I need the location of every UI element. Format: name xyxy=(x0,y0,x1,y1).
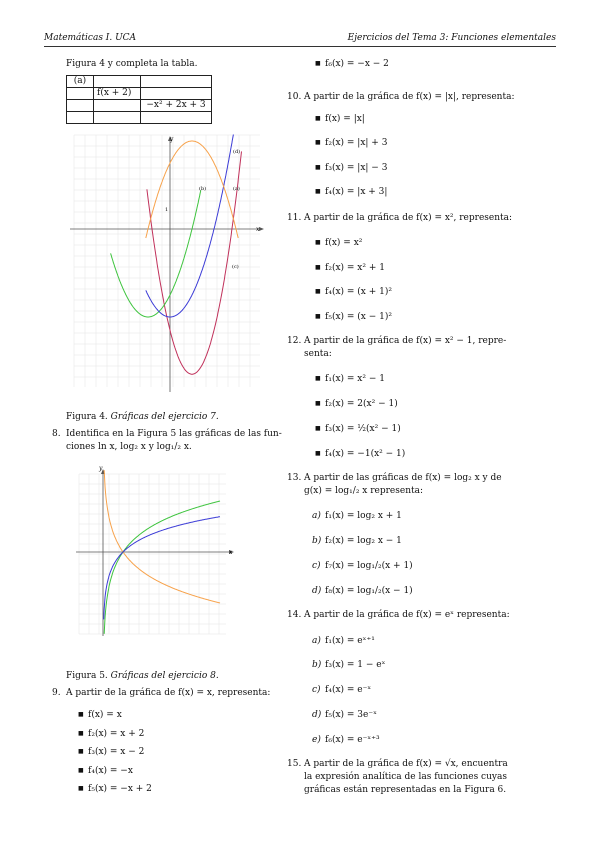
caption-prefix: Figura 4. xyxy=(66,412,108,422)
table-row xyxy=(67,76,212,88)
exercise-11-intro: A partir de la gráfica de f(x) = x², representa: xyxy=(304,213,513,223)
list-item: f₁(x) = eˣ⁺¹ xyxy=(325,636,375,646)
y-axis-label: y xyxy=(170,136,174,143)
list-item: ■ f(x) = x² xyxy=(325,237,362,249)
exercise-10-number: 10. xyxy=(287,92,302,102)
figure-5-grid xyxy=(79,474,226,634)
item-marker: c) xyxy=(312,561,321,571)
curve-log-half xyxy=(104,470,220,603)
table-row xyxy=(67,88,212,100)
list-item: f₆(x) = e⁻ˣ⁺³ xyxy=(325,735,380,745)
table-cell: f(x + 2) xyxy=(94,88,141,100)
item-marker: b) xyxy=(312,660,322,670)
list-item: ■ f₂(x) = |x| + 3 xyxy=(325,137,387,149)
exercise-8-line2: ciones ln x, log₂ x y log₁/₂ x. xyxy=(66,442,192,452)
list-item: ■ f₄(x) = −1(x² − 1) xyxy=(325,448,405,460)
list-item: ■ f₂(x) = x² + 1 xyxy=(325,262,385,274)
y-axis-label: y xyxy=(99,465,103,472)
exercise-9-intro: A partir de la gráfica de f(x) = x, representa: xyxy=(66,688,271,698)
list-item: ■ f₃(x) = x − 2 xyxy=(88,746,144,758)
caption-text: Gráficas del ejercicio 7. xyxy=(110,412,219,422)
list-item: ■ f₄(x) = (x + 1)² xyxy=(325,286,392,298)
table-row xyxy=(67,100,212,112)
list-item: f₁(x) = log₂ x + 1 xyxy=(325,511,402,521)
exercise-12-intro1: A partir de la gráfica de f(x) = x² − 1, repre- xyxy=(304,336,507,346)
list-item: ■ f₄(x) = −x xyxy=(88,765,133,777)
values-table xyxy=(66,75,212,124)
exercise-15-line1: A partir de la gráfica de f(x) = √x, encuentra xyxy=(304,759,508,769)
x-axis-label: x xyxy=(229,549,233,556)
header-rule xyxy=(44,46,556,47)
table-cell xyxy=(141,76,212,88)
figure-4-caption xyxy=(66,411,219,423)
table-row xyxy=(67,112,212,124)
item-marker: e) xyxy=(312,735,321,745)
curve-c-label: (c) xyxy=(232,264,239,270)
list-item: ■ f(x) = x xyxy=(88,709,122,721)
table-cell xyxy=(67,112,94,124)
x-axis-label: x xyxy=(256,226,260,233)
curve-d-label: (d) xyxy=(233,149,241,155)
list-item: f₄(x) = e⁻ˣ xyxy=(325,685,372,695)
table-cell: −x² + 2x + 3 xyxy=(141,100,212,112)
exercise-14-intro: A partir de la gráfica de f(x) = eˣ representa: xyxy=(304,610,510,620)
table-cell xyxy=(94,76,141,88)
exercise-12-intro2: senta: xyxy=(304,349,332,359)
item-marker: d) xyxy=(312,586,322,596)
list-item: ■ f₅(x) = (x − 1)² xyxy=(325,311,392,323)
exercise-15-number: 15. xyxy=(287,759,302,769)
exercise-11-number: 11. xyxy=(287,213,302,223)
curve-a xyxy=(146,135,234,318)
header-course: Matemáticas I. UCA xyxy=(44,33,137,43)
figure-4-grid xyxy=(74,135,260,387)
curve-c xyxy=(146,141,241,238)
exercise-13-intro1: A partir de las gráficas de f(x) = log₂ x y de xyxy=(304,473,502,483)
exercise-12-number: 12. xyxy=(287,336,302,346)
list-item: ■ f(x) = |x| xyxy=(325,113,365,125)
exercise-15-line3: gráficas están representadas en la Figura 6. xyxy=(304,785,507,795)
exercise-14-number: 14. xyxy=(287,610,302,620)
exercise-10-intro: A partir de la gráfica de f(x) = |x|, representa: xyxy=(304,92,515,102)
list-item: ■ f₆(x) = −x − 2 xyxy=(325,58,389,70)
caption-prefix: Figura 5. xyxy=(66,671,108,681)
figure-5-caption xyxy=(66,670,219,682)
item-marker: b) xyxy=(312,536,322,546)
exercise-8-line1: Identifica en la Figura 5 las gráficas de las fun- xyxy=(66,429,282,439)
table-intro: Figura 4 y completa la tabla. xyxy=(66,59,198,69)
list-item: ■ f₄(x) = |x + 3| xyxy=(325,186,387,198)
list-item: ■ f₃(x) = ½(x² − 1) xyxy=(325,423,401,435)
list-item: f₇(x) = log₁/₂(x + 1) xyxy=(325,561,413,571)
list-item: ■ f₂(x) = 2(x² − 1) xyxy=(325,398,398,410)
figure-5-graph xyxy=(76,462,240,638)
caption-text: Gráficas del ejercicio 8. xyxy=(110,671,219,681)
list-item: f₃(x) = 1 − eˣ xyxy=(325,660,386,670)
table-cell xyxy=(141,112,212,124)
exercise-15-line2: la expresión analítica de las funciones cuyas xyxy=(304,772,507,782)
exercise-8-number: 8. xyxy=(52,429,61,439)
list-item: ■ f₁(x) = x² − 1 xyxy=(325,373,385,385)
item-marker: d) xyxy=(312,710,322,720)
exercise-13-intro2: g(x) = log₁/₂ x representa: xyxy=(304,486,423,496)
tick-label-one: 1 xyxy=(165,207,169,213)
page-header xyxy=(44,33,556,45)
header-topic: Ejercicios del Tema 3: Funciones elementales xyxy=(347,33,556,43)
table-cell xyxy=(94,100,141,112)
list-item: f₈(x) = log₁/₂(x − 1) xyxy=(325,586,413,596)
list-item: f₂(x) = log₂ x − 1 xyxy=(325,536,402,546)
item-marker: c) xyxy=(312,685,321,695)
table-cell xyxy=(67,88,94,100)
exercise-13-number: 13. xyxy=(287,473,302,483)
exercise-9-number: 9. xyxy=(52,688,61,698)
figure-4-graph xyxy=(70,132,270,397)
item-marker: a) xyxy=(312,636,321,646)
item-marker: a) xyxy=(312,511,321,521)
table-cell xyxy=(94,112,141,124)
table-cell xyxy=(141,88,212,100)
curve-a-label: (a) xyxy=(233,186,240,192)
x-axis-arrow xyxy=(259,227,264,231)
curve-b-label: (b) xyxy=(199,186,207,192)
list-item: f₅(x) = 3e⁻ˣ xyxy=(325,710,377,720)
list-item: ■ f₃(x) = |x| − 3 xyxy=(325,162,387,174)
table-cell: (a) xyxy=(67,76,94,88)
table-cell xyxy=(67,100,94,112)
list-item: ■ f₂(x) = x + 2 xyxy=(88,728,144,740)
list-item: ■ f₅(x) = −x + 2 xyxy=(88,783,152,795)
